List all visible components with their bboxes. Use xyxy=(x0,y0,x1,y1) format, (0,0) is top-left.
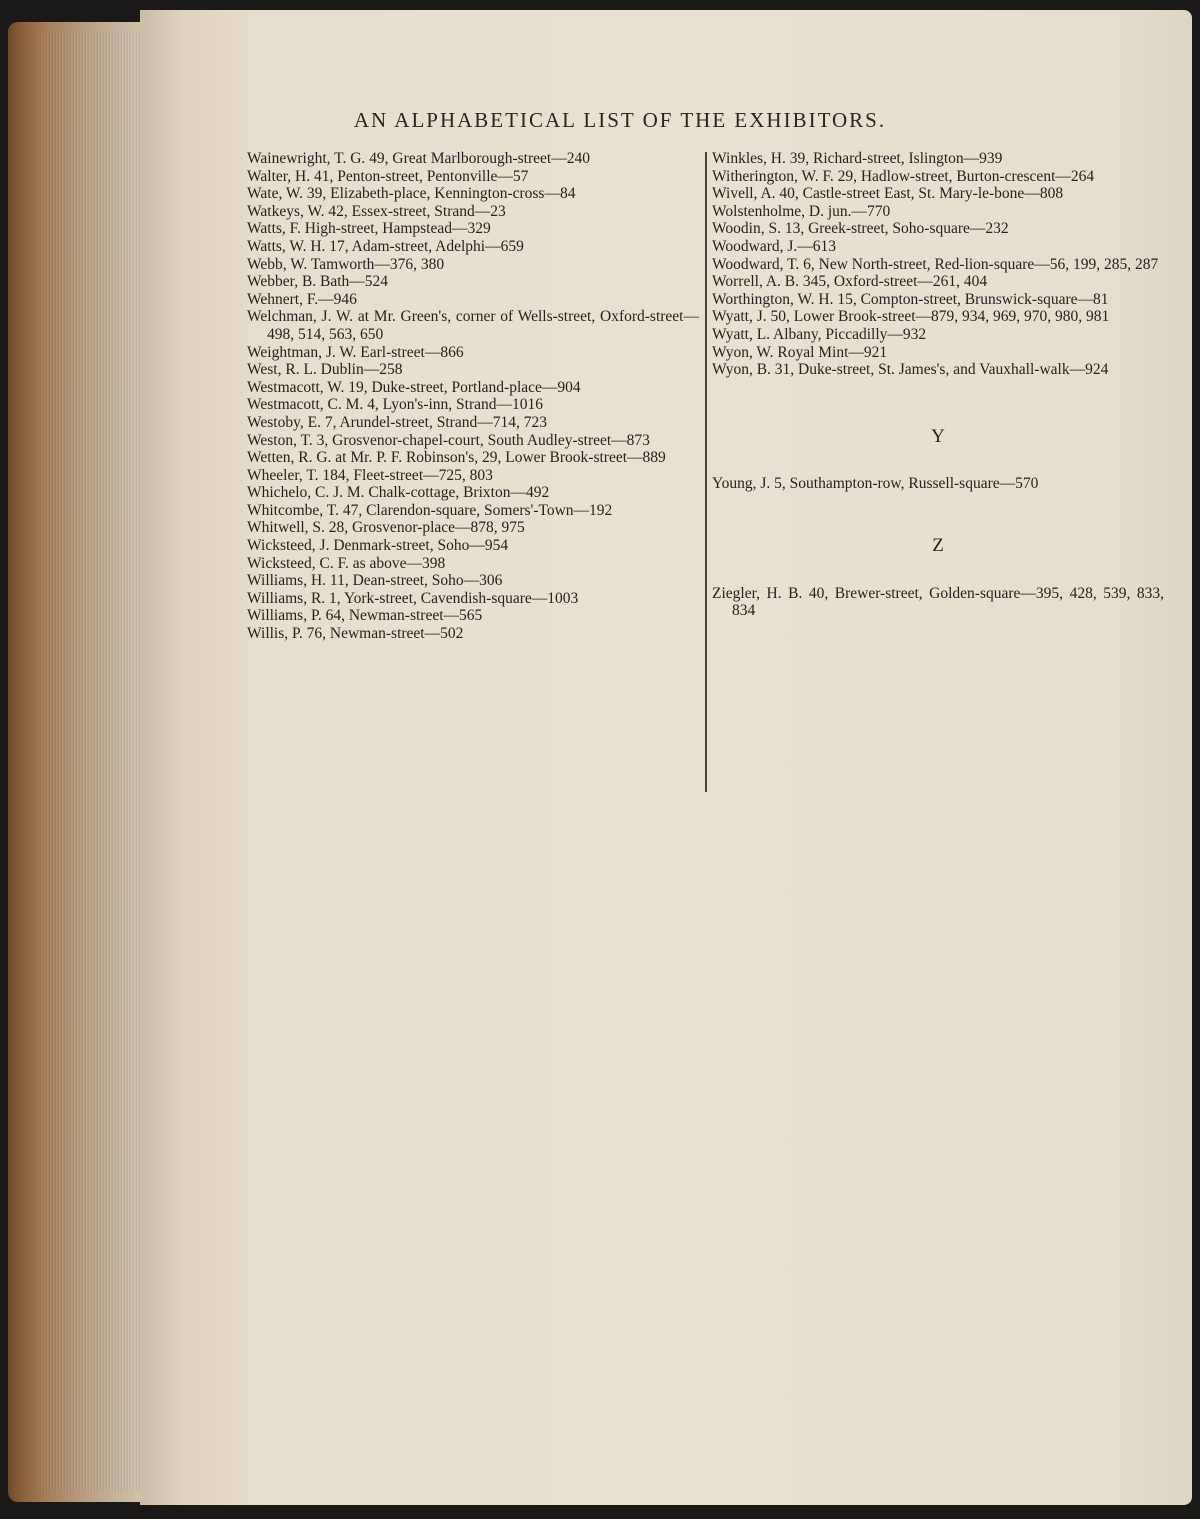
list-item: Watkeys, W. 42, Essex-street, Strand—23 xyxy=(247,202,506,220)
list-item: Wicksteed, C. F. as above—398 xyxy=(247,554,446,572)
list-item: Wheeler, T. 184, Fleet-street—725, 803 xyxy=(247,466,493,484)
list-item: Williams, P. 64, Newman-street—565 xyxy=(247,607,483,625)
list-item: West, R. L. Dublin—258 xyxy=(247,361,403,379)
list-item: Williams, H. 11, Dean-street, Soho—306 xyxy=(247,572,503,590)
list-item: Westmacott, C. M. 4, Lyon's-inn, Strand—1016 xyxy=(247,396,544,414)
list-item: Woodin, S. 13, Greek-street, Soho-square—232 xyxy=(712,220,1009,238)
list-item: Wolstenholme, D. jun.—770 xyxy=(712,202,891,220)
list-item: Williams, R. 1, York-street, Cavendish-square—1003 xyxy=(247,589,579,607)
running-title: AN ALPHABETICAL LIST OF THE EXHIBITORS. xyxy=(353,108,887,132)
list-item: Worthington, W. H. 15, Compton-street, Brunswick-square—81 xyxy=(712,290,1109,308)
list-item: Wehnert, F.—946 xyxy=(247,290,357,308)
list-item: Wainewright, T. G. 49, Great Marlborough-street—240 xyxy=(247,150,590,167)
list-item: Webber, B. Bath—524 xyxy=(247,273,389,291)
list-item: Wyatt, L. Albany, Piccadilly—932 xyxy=(712,325,927,343)
list-item: Whitcombe, T. 47, Clarendon-square, Somers'-Town—192 xyxy=(247,501,613,519)
list-item: Watts, F. High-street, Hampstead—329 xyxy=(247,220,491,238)
list-item: Wyatt, J. 50, Lower Brook-street—879, 934, 969, 970, 980, 981 xyxy=(712,308,1110,326)
list-item: Westmacott, W. 19, Duke-street, Portland-place—904 xyxy=(247,378,581,396)
list-item: Weston, T. 3, Grosvenor-chapel-court, South Audley-street—873 xyxy=(247,431,650,449)
list-item: Woodward, J.—613 xyxy=(712,237,837,255)
column-divider xyxy=(705,152,707,792)
section-letter-z: Z xyxy=(932,534,944,556)
list-item: Wyon, W. Royal Mint—921 xyxy=(712,343,888,361)
list-item: Willis, P. 76, Newman-street—502 xyxy=(247,625,464,643)
right-column xyxy=(712,150,1164,620)
list-item: Welchman, J. W. at Mr. Green's, corner of Wells-street, Oxford-street—498, 514, 563, 650 xyxy=(247,308,699,343)
list-item: Wate, W. 39, Elizabeth-place, Kennington-cross—84 xyxy=(247,185,576,203)
section-letter-y: Y xyxy=(931,425,945,447)
list-item: Worrell, A. B. 345, Oxford-street—261, 404 xyxy=(712,273,988,291)
list-item: Weightman, J. W. Earl-street—866 xyxy=(247,343,464,361)
list-item: Webb, W. Tamworth—376, 380 xyxy=(247,255,445,273)
list-item: Wivell, A. 40, Castle-street East, St. Mary-le-bone—808 xyxy=(712,185,1064,203)
list-item: Whichelo, C. J. M. Chalk-cottage, Brixton—492 xyxy=(247,484,550,502)
list-item: Wetten, R. G. at Mr. P. F. Robinson's, 29, Lower Brook-street—889 xyxy=(247,449,666,467)
list-item: Ziegler, H. B. 40, Brewer-street, Golden-square—395, 428, 539, 833, 834 xyxy=(712,584,1164,620)
list-item: Westoby, E. 7, Arundel-street, Strand—714, 723 xyxy=(247,413,547,431)
list-item: Young, J. 5, Southampton-row, Russell-square—570 xyxy=(712,475,1039,493)
left-column xyxy=(247,150,699,643)
list-item: Woodward, T. 6, New North-street, Red-lion-square—56, 199, 285, 287 xyxy=(712,255,1159,273)
list-item: Wicksteed, J. Denmark-street, Soho—954 xyxy=(247,537,509,555)
list-item: Whitwell, S. 28, Grosvenor-place—878, 975 xyxy=(247,519,525,537)
list-item: Wyon, B. 31, Duke-street, St. James's, and Vauxhall-walk—924 xyxy=(712,361,1109,379)
list-item: Winkles, H. 39, Richard-street, Islington—939 xyxy=(712,150,1003,167)
list-item: Walter, H. 41, Penton-street, Pentonville—57 xyxy=(247,167,529,185)
book-page-edges xyxy=(8,22,140,1502)
list-item: Watts, W. H. 17, Adam-street, Adelphi—659 xyxy=(247,237,524,255)
list-item: Witherington, W. F. 29, Hadlow-street, Burton-crescent—264 xyxy=(712,167,1095,185)
